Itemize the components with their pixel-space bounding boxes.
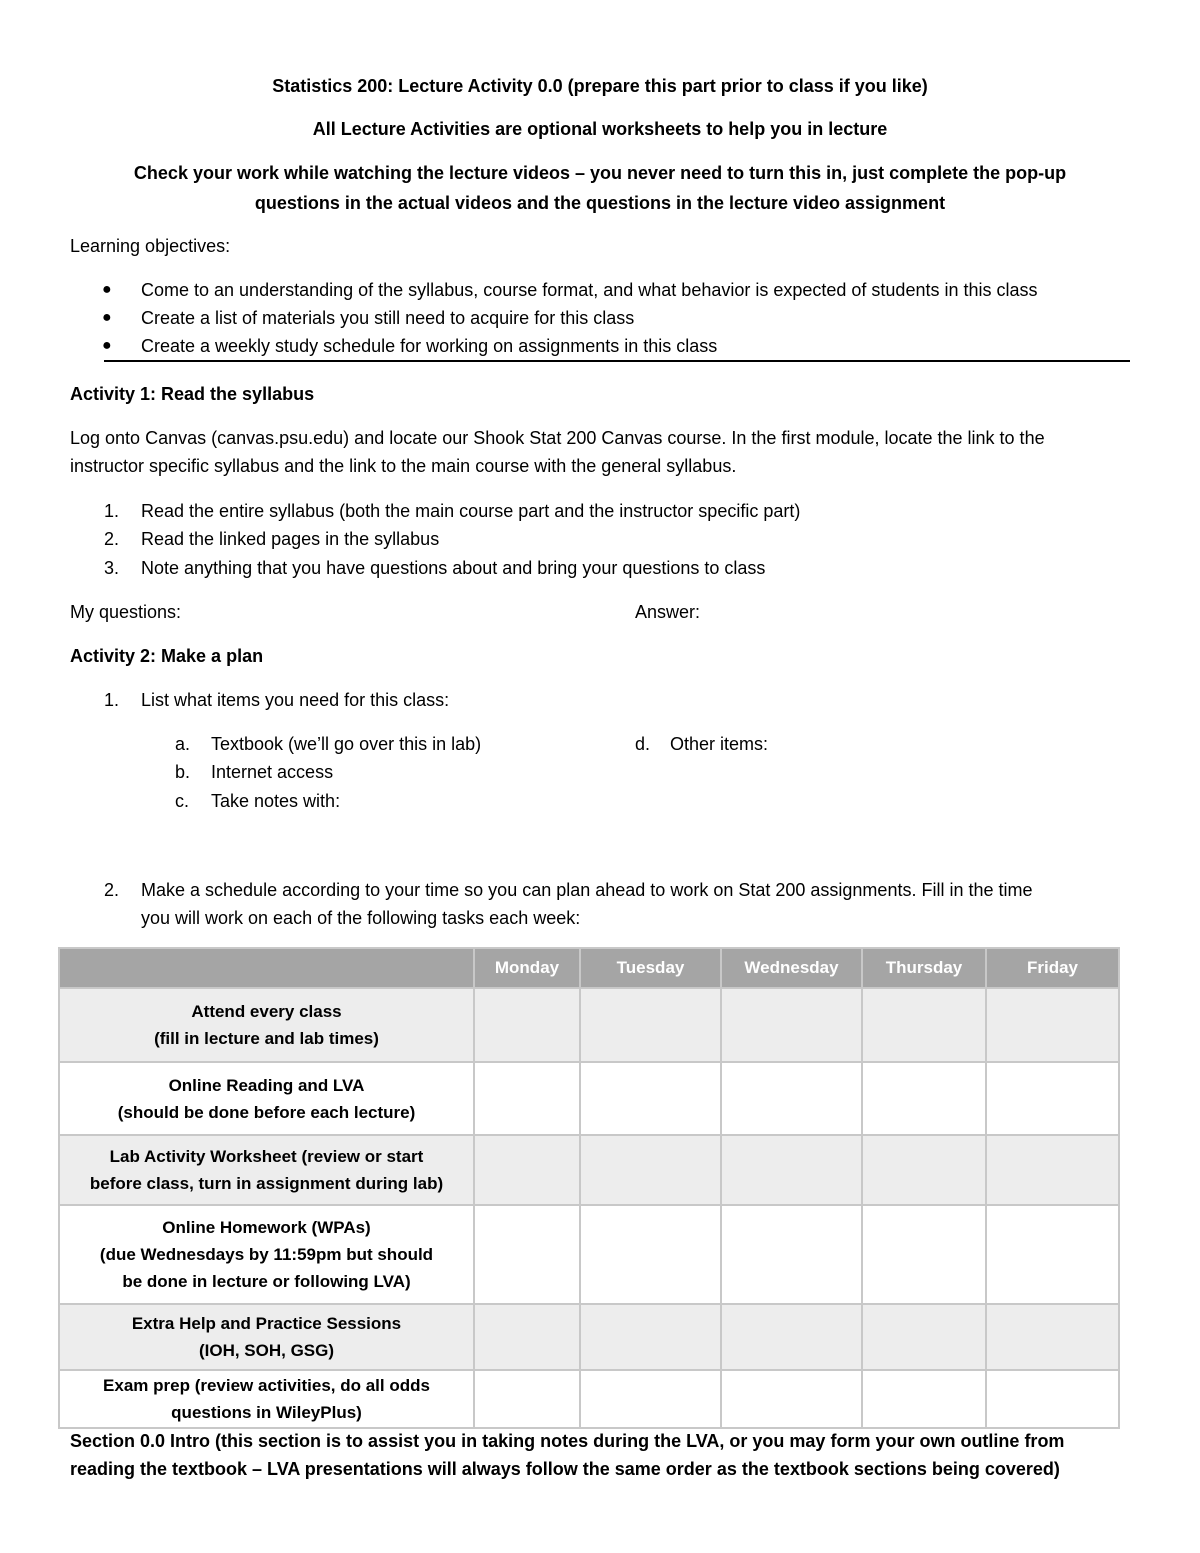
page-title: Statistics 200: Lecture Activity 0.0 (prepare this part prior to class if you like) (272, 76, 928, 96)
schedule-cell[interactable] (721, 988, 862, 1062)
task-label: Online Homework (WPAs) (due Wednesdays by 11:59pm but should be done in lecture or following LVA) (59, 1205, 474, 1304)
activity1-step: Read the entire syllabus (both the main course part and the instructor specific part) (141, 501, 801, 521)
schedule-cell[interactable] (986, 1304, 1119, 1370)
materials-item: Take notes with: (211, 791, 341, 811)
schedule-cell[interactable] (580, 1062, 721, 1135)
step-number: 3. (104, 558, 120, 578)
activity2-step-2-line-2: you will work on each of the following tasks each week: (141, 908, 581, 928)
schedule-cell[interactable] (721, 1205, 862, 1304)
objective-item: Come to an understanding of the syllabus, course format, and what behavior is expected of students in this class (141, 280, 1038, 300)
schedule-cell[interactable] (474, 1205, 580, 1304)
step-number: 2. (104, 529, 120, 549)
schedule-cell[interactable] (580, 988, 721, 1062)
schedule-cell[interactable] (862, 1304, 986, 1370)
activity1-step: Note anything that you have questions about and bring your questions to class (141, 558, 766, 578)
page-subtitle: All Lecture Activities are optional worksheets to help you in lecture (312, 119, 888, 139)
schedule-cell[interactable] (580, 1370, 721, 1428)
schedule-cell[interactable] (580, 1135, 721, 1205)
materials-item: Other items: (670, 734, 769, 754)
item-letter: b. (175, 762, 191, 782)
header-blank-cell (59, 948, 474, 988)
day-header-tuesday: Tuesday (580, 948, 721, 988)
schedule-cell[interactable] (986, 1062, 1119, 1135)
task-label: Online Reading and LVA (should be done before each lecture) (59, 1062, 474, 1135)
step-number: 1. (104, 501, 120, 521)
table-row (59, 988, 1119, 1062)
objective-item: Create a weekly study schedule for working on assignments in this class (141, 336, 718, 356)
schedule-cell[interactable] (862, 1205, 986, 1304)
step-number: 2. (104, 880, 120, 900)
schedule-cell[interactable] (721, 1304, 862, 1370)
activity1-paragraph-line-2: instructor specific syllabus and the link to the main course with the general syllabus. (70, 456, 737, 476)
item-letter: a. (175, 734, 191, 754)
table-row (59, 1370, 1119, 1428)
bullet-icon: ● (102, 281, 112, 298)
table-row (59, 1062, 1119, 1135)
schedule-header-row (59, 948, 1119, 988)
weekly-schedule-table (58, 947, 1120, 1429)
schedule-cell[interactable] (474, 1135, 580, 1205)
schedule-cell[interactable] (986, 1135, 1119, 1205)
schedule-cell[interactable] (862, 1135, 986, 1205)
answer-label: Answer: (635, 602, 701, 622)
step-number: 1. (104, 690, 120, 710)
schedule-cell[interactable] (862, 1370, 986, 1428)
task-label: Exam prep (review activities, do all odds questions in WileyPlus) (59, 1370, 474, 1428)
task-label: Attend every class (fill in lecture and lab times) (59, 988, 474, 1062)
task-label: Extra Help and Practice Sessions (IOH, SOH, GSG) (59, 1304, 474, 1370)
item-letter: c. (175, 791, 190, 811)
bullet-icon: ● (102, 337, 112, 354)
materials-item: Internet access (211, 762, 334, 782)
activity1-paragraph-line-1: Log onto Canvas (canvas.psu.edu) and locate our Shook Stat 200 Canvas course. In the first module, locate the link to the (70, 428, 1045, 448)
schedule-cell[interactable] (721, 1062, 862, 1135)
day-header-wednesday: Wednesday (721, 948, 862, 988)
schedule-cell[interactable] (986, 988, 1119, 1062)
schedule-cell[interactable] (474, 1304, 580, 1370)
activity2-step-2-line-1: Make a schedule according to your time so you can plan ahead to work on Stat 200 assignments. Fill in the time (141, 880, 1033, 900)
schedule-cell[interactable] (474, 1370, 580, 1428)
section-divider (104, 360, 1130, 362)
table-row (59, 1205, 1119, 1304)
schedule-cell[interactable] (862, 1062, 986, 1135)
schedule-cell[interactable] (986, 1205, 1119, 1304)
objectives-heading: Learning objectives: (70, 236, 231, 256)
schedule-cell[interactable] (474, 988, 580, 1062)
activity1-heading: Activity 1: Read the syllabus (70, 384, 315, 404)
table-row (59, 1304, 1119, 1370)
schedule-cell[interactable] (474, 1062, 580, 1135)
my-questions-label: My questions: (70, 602, 182, 622)
activity2-step-1: List what items you need for this class: (141, 690, 450, 710)
task-label: Lab Activity Worksheet (review or start before class, turn in assignment during lab) (59, 1135, 474, 1205)
day-header-monday: Monday (474, 948, 580, 988)
schedule-cell[interactable] (986, 1370, 1119, 1428)
section-intro-line-2: reading the textbook – LVA presentations will always follow the same order as the textbook sections being covered) (70, 1459, 1060, 1479)
schedule-cell[interactable] (580, 1205, 721, 1304)
activity2-heading: Activity 2: Make a plan (70, 646, 264, 666)
instructions-line-1: Check your work while watching the lecture videos – you never need to turn this in, just complete the pop-up (133, 163, 1067, 183)
section-intro-line-1: Section 0.0 Intro (this section is to assist you in taking notes during the LVA, or you may form your own outline from (70, 1431, 1065, 1451)
schedule-cell[interactable] (862, 988, 986, 1062)
table-row (59, 1135, 1119, 1205)
schedule-cell[interactable] (580, 1304, 721, 1370)
bullet-icon: ● (102, 309, 112, 326)
schedule-cell[interactable] (721, 1370, 862, 1428)
day-header-thursday: Thursday (862, 948, 986, 988)
instructions-line-2: questions in the actual videos and the questions in the lecture video assignment (254, 193, 946, 213)
objective-item: Create a list of materials you still need to acquire for this class (141, 308, 635, 328)
day-header-friday: Friday (986, 948, 1119, 988)
activity1-step: Read the linked pages in the syllabus (141, 529, 440, 549)
item-letter: d. (635, 734, 651, 754)
schedule-cell[interactable] (721, 1135, 862, 1205)
materials-item: Textbook (we’ll go over this in lab) (211, 734, 482, 754)
